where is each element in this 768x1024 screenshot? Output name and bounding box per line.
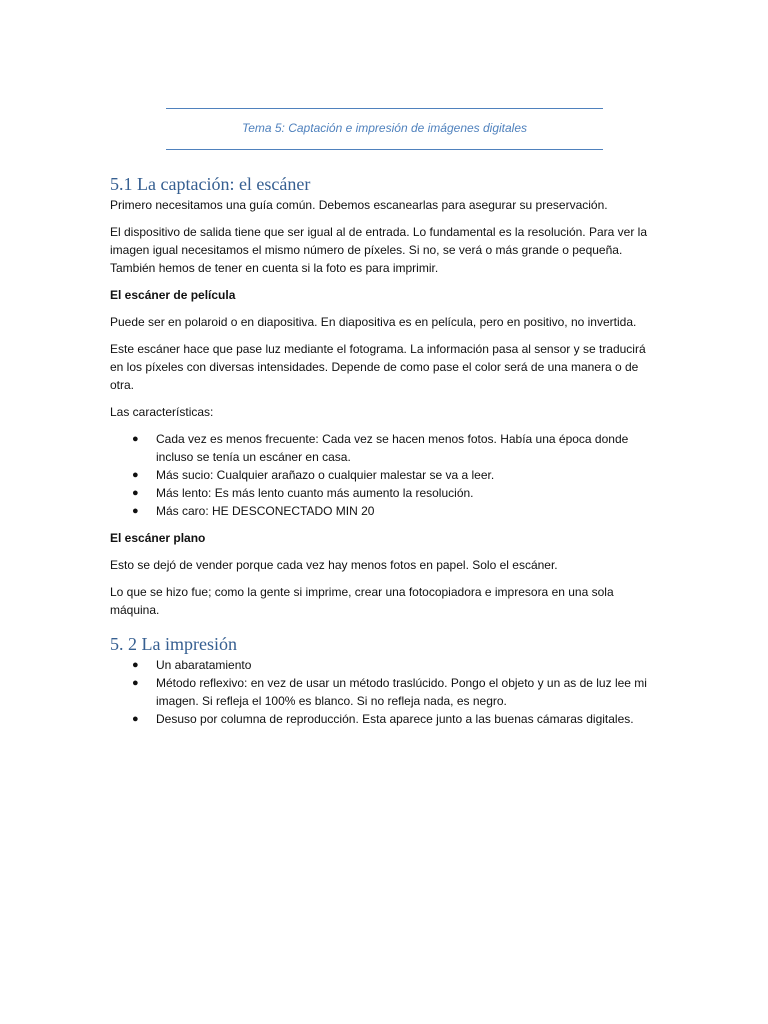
bullet-icon: ●: [132, 659, 139, 671]
list-item-text: Un abaratamiento: [156, 658, 252, 672]
document-body: [110, 172, 658, 737]
list-item-text: Más sucio: Cualquier arañazo o cualquier malestar se va a leer.: [156, 468, 495, 482]
list-item-text: Más lento: Es más lento cuanto más aumento la resolución.: [156, 486, 474, 500]
list-item: [110, 710, 658, 728]
subheading-escaner-plano: El escáner plano: [110, 531, 206, 545]
paragraph: Este escáner hace que pase luz mediante el fotograma. La información pasa al sensor y se traducirá en los píxeles con diversas intensidades. Depende de como pase el color será de una manera o de otra.: [110, 342, 646, 392]
impresion-list: [110, 656, 658, 728]
paragraph: Las características:: [110, 405, 214, 419]
list-item: [110, 466, 658, 484]
page-header-title: Tema 5: Captación e impresión de imágenes digitales: [241, 121, 528, 135]
bullet-icon: ●: [132, 433, 139, 445]
list-item: [110, 502, 658, 520]
paragraph: El dispositivo de salida tiene que ser igual al de entrada. Lo fundamental es la resolución. Para ver la imagen igual necesitamos el mismo número de píxeles. Si no, se verá o más grande o pequeña. También hemos de tener en cuenta si la foto es para imprimir.: [110, 225, 647, 275]
list-item: [110, 674, 658, 710]
bullet-icon: ●: [132, 713, 139, 725]
paragraph: Lo que se hizo fue; como la gente si imprime, crear una fotocopiadora e impresora en una sola máquina.: [110, 585, 614, 617]
characteristics-list: [110, 430, 658, 520]
section-heading-captacion: 5.1 La captación: el escáner: [110, 174, 311, 194]
header-rule-top: [166, 108, 603, 109]
paragraph: Primero necesitamos una guía común. Debemos escanearlas para asegurar su preservación.: [110, 198, 608, 212]
bullet-icon: ●: [132, 505, 139, 517]
list-item-text: Desuso por columna de reproducción. Esta aparece junto a las buenas cámaras digitales.: [156, 712, 634, 726]
list-item: [110, 656, 658, 674]
header-rule-bottom: [166, 149, 603, 150]
section-heading-impresion: 5. 2 La impresión: [110, 634, 237, 654]
bullet-icon: ●: [132, 469, 139, 481]
list-item-text: Cada vez es menos frecuente: Cada vez se hacen menos fotos. Había una época donde incluso se tenía un escáner en casa.: [156, 432, 629, 464]
paragraph: Esto se dejó de vender porque cada vez hay menos fotos en papel. Solo el escáner.: [110, 558, 558, 572]
subheading-escaner-pelicula: El escáner de película: [110, 288, 236, 302]
paragraph: Puede ser en polaroid o en diapositiva. En diapositiva es en película, pero en positivo, no invertida.: [110, 315, 637, 329]
list-item: [110, 430, 658, 466]
bullet-icon: ●: [132, 487, 139, 499]
list-item: [110, 484, 658, 502]
bullet-icon: ●: [132, 677, 139, 689]
list-item-text: Método reflexivo: en vez de usar un método traslúcido. Pongo el objeto y un as de luz lee mi imagen. Si refleja el 100% es blanco. Si no refleja nada, es negro.: [156, 676, 647, 708]
list-item-text: Más caro: HE DESCONECTADO MIN 20: [156, 504, 375, 518]
